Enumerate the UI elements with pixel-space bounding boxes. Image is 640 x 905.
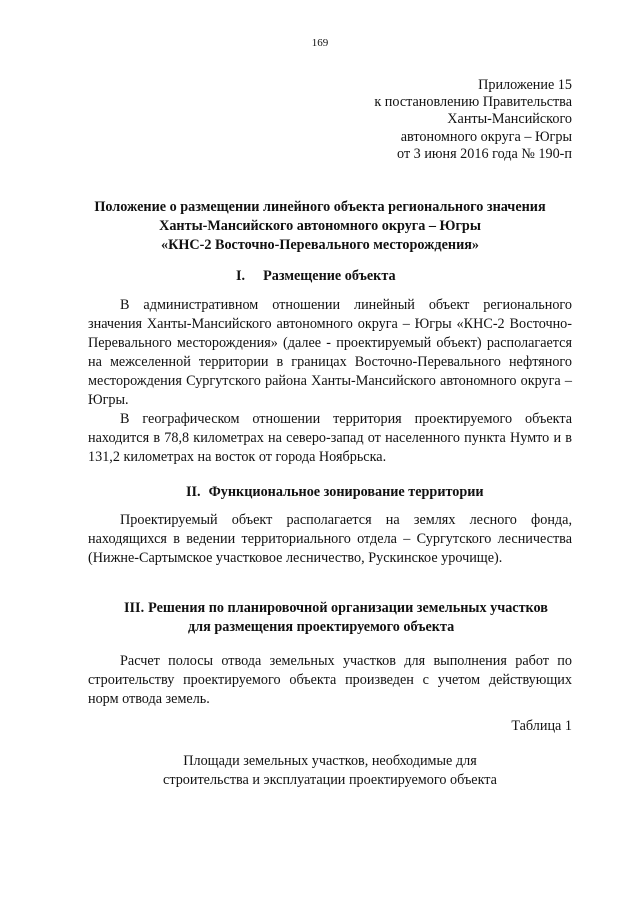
table-caption-line: Площади земельных участков, необходимые для — [183, 753, 477, 769]
section-2-heading — [186, 483, 484, 502]
section-2-number: II. — [186, 484, 201, 500]
section-1-body — [88, 296, 572, 467]
table-caption — [88, 752, 572, 790]
title-line: «КНС-2 Восточно-Перевального месторождения» — [160, 237, 480, 253]
document-title — [68, 198, 572, 255]
section-1-paragraph: В географическом отношении территория проектируемого объекта находится в 78,8 километрах на северо-запад от населенного пункта Нумто и в 131,2 километрах на восток от города Ноябрьска. — [88, 411, 572, 465]
section-3-title-line-1: Решения по планировочной организации земельных участков — [148, 600, 548, 616]
appendix-line: автономного округа – Югры — [400, 128, 572, 145]
appendix-line: от 3 июня 2016 года № 190-п — [397, 145, 572, 162]
appendix-reference — [374, 77, 572, 163]
section-3-number: III. — [124, 600, 145, 616]
section-1-title: Размещение объекта — [263, 268, 396, 284]
section-3-heading — [124, 599, 584, 637]
title-line: Положение о размещении линейного объекта регионального значения — [94, 199, 546, 215]
section-2-body — [88, 511, 572, 568]
title-line: Ханты-Мансийского автономного округа – Югры — [159, 218, 481, 234]
section-2-title: Функциональное зонирование территории — [208, 484, 484, 500]
table-caption-line: строительства и эксплуатации проектируемого объекта — [163, 772, 497, 788]
section-3-paragraph: Расчет полосы отвода земельных участков для выполнения работ по строительству проектируемого объекта произведен с учетом действующих норм отвода земель. — [88, 653, 572, 707]
appendix-line: Приложение 15 — [478, 77, 572, 93]
appendix-line: к постановлению Правительства — [374, 94, 572, 111]
page-number: 169 — [311, 37, 329, 49]
section-3-body — [88, 652, 572, 709]
appendix-line: Ханты-Мансийского — [447, 111, 572, 128]
section-1-number: I. — [236, 268, 246, 284]
section-3-title-line-2: для размещения проектируемого объекта — [188, 619, 455, 635]
section-2-paragraph: Проектируемый объект располагается на землях лесного фонда, находящихся в ведении территориального отдела – Сургутского лесничества (Нижне-Сартымское участковое лесничество, Рускинское урочище). — [88, 512, 572, 566]
table-label: Таблица 1 — [511, 718, 572, 734]
section-1-heading — [236, 267, 396, 286]
section-1-paragraph: В административном отношении линейный объект регионального значения Ханты-Мансийского автономного округа – Югры «КНС-2 Восточно-Перевального месторождения» (далее - проектируемый объект) располагается на межселенной территории в границах Восточно-Перевального нефтяного месторождения Сургутского района Ханты-Мансийского автономного округа – Югры. — [88, 297, 572, 408]
